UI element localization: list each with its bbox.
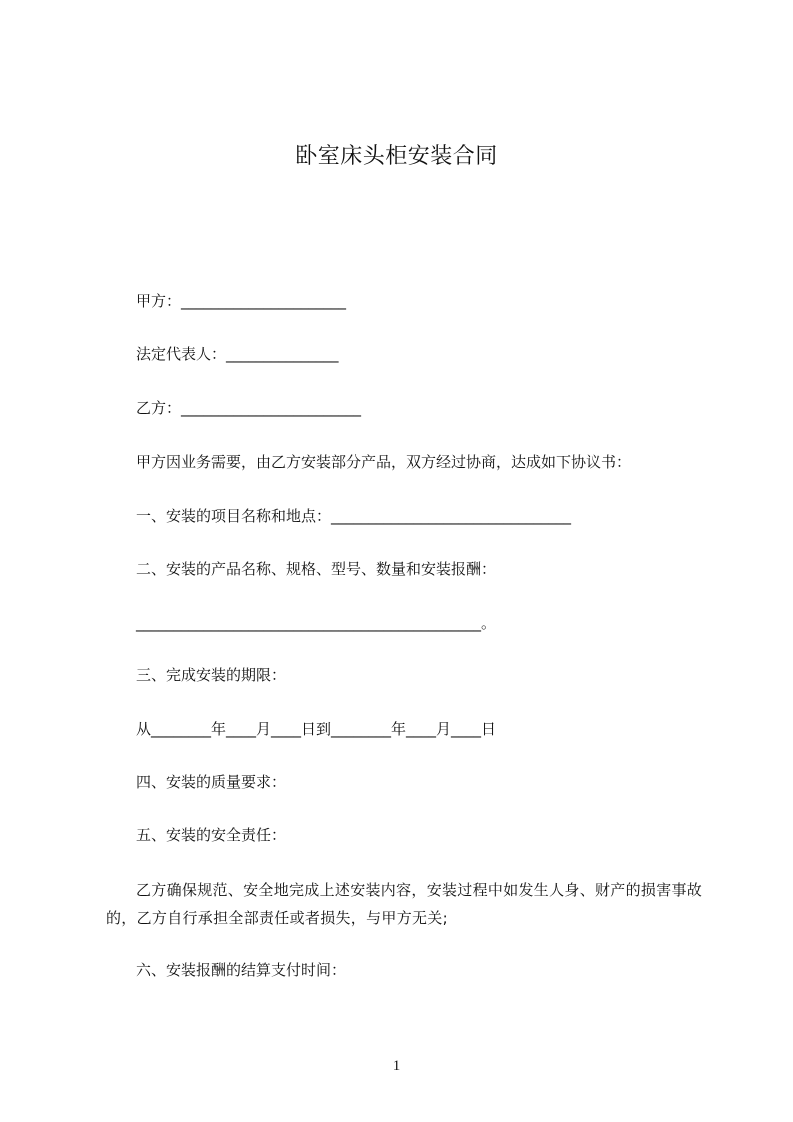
- document-title: 卧室床头柜安装合同: [295, 144, 498, 169]
- period-date-range: 从________年____月____日到________年____月____日: [136, 720, 497, 738]
- section-5-safety: 五、安装的安全责任：: [136, 826, 287, 844]
- safety-responsibility-paragraph: 乙方确保规范、安全地完成上述安装内容，安装过程中如发生人身、财产的损害事故的，乙方自行承担全部责任或者损失，与甲方无关;: [106, 881, 703, 927]
- section-6-payment-time: 六、安装报酬的结算支付时间：: [136, 961, 347, 979]
- section-2-products: 二、安装的产品名称、规格、型号、数量和安装报酬：: [136, 560, 497, 578]
- party-a-line: 甲方：______________________: [136, 292, 347, 310]
- intro-paragraph: 甲方因业务需要，由乙方安装部分产品，双方经过协商，达成如下协议书：: [136, 453, 632, 471]
- page-number: 1: [392, 1058, 401, 1074]
- section-3-period: 三、完成安装的期限：: [136, 666, 287, 684]
- section-4-quality: 四、安装的质量要求：: [136, 773, 287, 791]
- section-1-project-location: 一、安装的项目名称和地点：________________________________: [136, 507, 572, 525]
- legal-representative-line: 法定代表人：_______________: [136, 345, 339, 363]
- section-2-blank-line: ______________________________________________。: [136, 614, 497, 632]
- party-b-line: 乙方：________________________: [136, 399, 362, 417]
